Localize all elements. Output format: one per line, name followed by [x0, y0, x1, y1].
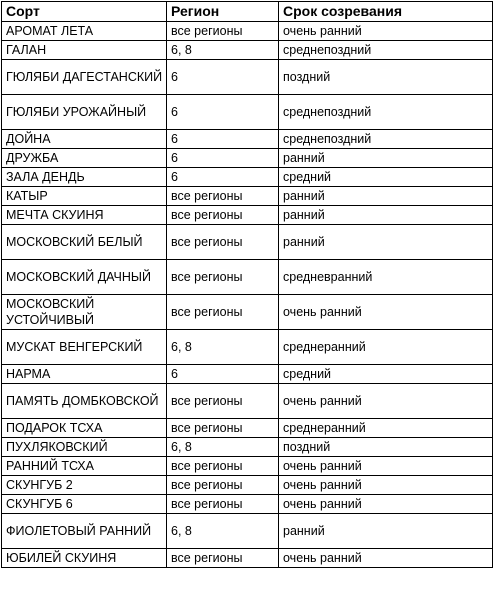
region-cell: все регионы [167, 476, 279, 495]
ripening-cell: ранний [279, 206, 493, 225]
table-row [2, 438, 493, 457]
variety-cell: КАТЫР [2, 187, 167, 206]
ripening-cell: очень ранний [279, 295, 493, 330]
ripening-cell: ранний [279, 225, 493, 260]
variety-cell: РАННИЙ ТСХА [2, 457, 167, 476]
variety-cell: МОСКОВСКИЙ БЕЛЫЙ [2, 225, 167, 260]
variety-cell: ПАМЯТЬ ДОМБКОВСКОЙ [2, 384, 167, 419]
ripening-cell: ранний [279, 187, 493, 206]
table-row [2, 476, 493, 495]
variety-cell: АРОМАТ ЛЕТА [2, 22, 167, 41]
table-row [2, 365, 493, 384]
ripening-cell: среднепоздний [279, 130, 493, 149]
variety-cell: МЕЧТА СКУИНЯ [2, 206, 167, 225]
region-cell: 6 [167, 130, 279, 149]
table-header-row [2, 2, 493, 22]
variety-cell: СКУНГУБ 2 [2, 476, 167, 495]
table-row [2, 60, 493, 95]
column-header-region: Регион [167, 2, 279, 22]
column-header-ripening: Срок созревания [279, 2, 493, 22]
region-cell: 6, 8 [167, 41, 279, 60]
region-cell: все регионы [167, 295, 279, 330]
ripening-cell: ранний [279, 149, 493, 168]
table-row [2, 260, 493, 295]
table-row [2, 330, 493, 365]
region-cell: все регионы [167, 22, 279, 41]
table-row [2, 495, 493, 514]
ripening-cell: очень ранний [279, 495, 493, 514]
variety-cell: СКУНГУБ 6 [2, 495, 167, 514]
region-cell: 6 [167, 168, 279, 187]
table-row [2, 95, 493, 130]
ripening-cell: среднеранний [279, 330, 493, 365]
table-row [2, 187, 493, 206]
ripening-cell: очень ранний [279, 476, 493, 495]
region-cell: все регионы [167, 206, 279, 225]
region-cell: все регионы [167, 495, 279, 514]
variety-cell: ДОЙНА [2, 130, 167, 149]
grape-varieties-table [1, 1, 493, 568]
region-cell: 6, 8 [167, 438, 279, 457]
region-cell: все регионы [167, 187, 279, 206]
variety-cell: ЮБИЛЕЙ СКУИНЯ [2, 549, 167, 568]
variety-cell: МОСКОВСКИЙ ДАЧНЫЙ [2, 260, 167, 295]
ripening-cell: очень ранний [279, 549, 493, 568]
column-header-variety: Сорт [2, 2, 167, 22]
table-row [2, 225, 493, 260]
table-row [2, 549, 493, 568]
ripening-cell: поздний [279, 60, 493, 95]
ripening-cell: поздний [279, 438, 493, 457]
ripening-cell: средневранний [279, 260, 493, 295]
variety-cell: ПОДАРОК ТСХА [2, 419, 167, 438]
region-cell: все регионы [167, 384, 279, 419]
region-cell: все регионы [167, 260, 279, 295]
ripening-cell: ранний [279, 514, 493, 549]
table-row [2, 22, 493, 41]
region-cell: 6, 8 [167, 514, 279, 549]
variety-cell: МУСКАТ ВЕНГЕРСКИЙ [2, 330, 167, 365]
region-cell: 6 [167, 60, 279, 95]
region-cell: 6 [167, 149, 279, 168]
variety-cell: ДРУЖБА [2, 149, 167, 168]
ripening-cell: очень ранний [279, 22, 493, 41]
table-row [2, 149, 493, 168]
variety-cell: ФИОЛЕТОВЫЙ РАННИЙ [2, 514, 167, 549]
region-cell: 6 [167, 365, 279, 384]
table-row [2, 384, 493, 419]
ripening-cell: средний [279, 365, 493, 384]
table-row [2, 514, 493, 549]
table-row [2, 295, 493, 330]
table-row [2, 457, 493, 476]
variety-cell: ЗАЛА ДЕНДЬ [2, 168, 167, 187]
region-cell: все регионы [167, 225, 279, 260]
variety-cell: НАРМА [2, 365, 167, 384]
ripening-cell: среднепоздний [279, 95, 493, 130]
variety-cell: ГАЛАН [2, 41, 167, 60]
variety-cell: МОСКОВСКИЙ УСТОЙЧИВЫЙ [2, 295, 167, 330]
table-row [2, 130, 493, 149]
variety-cell: ГЮЛЯБИ УРОЖАЙНЫЙ [2, 95, 167, 130]
table-row [2, 41, 493, 60]
table-row [2, 206, 493, 225]
table-row [2, 419, 493, 438]
ripening-cell: очень ранний [279, 457, 493, 476]
variety-cell: ПУХЛЯКОВСКИЙ [2, 438, 167, 457]
ripening-cell: очень ранний [279, 384, 493, 419]
table-row [2, 168, 493, 187]
ripening-cell: средний [279, 168, 493, 187]
region-cell: 6 [167, 95, 279, 130]
region-cell: 6, 8 [167, 330, 279, 365]
region-cell: все регионы [167, 549, 279, 568]
region-cell: все регионы [167, 457, 279, 476]
ripening-cell: среднепоздний [279, 41, 493, 60]
region-cell: все регионы [167, 419, 279, 438]
ripening-cell: среднеранний [279, 419, 493, 438]
variety-cell: ГЮЛЯБИ ДАГЕСТАНСКИЙ [2, 60, 167, 95]
